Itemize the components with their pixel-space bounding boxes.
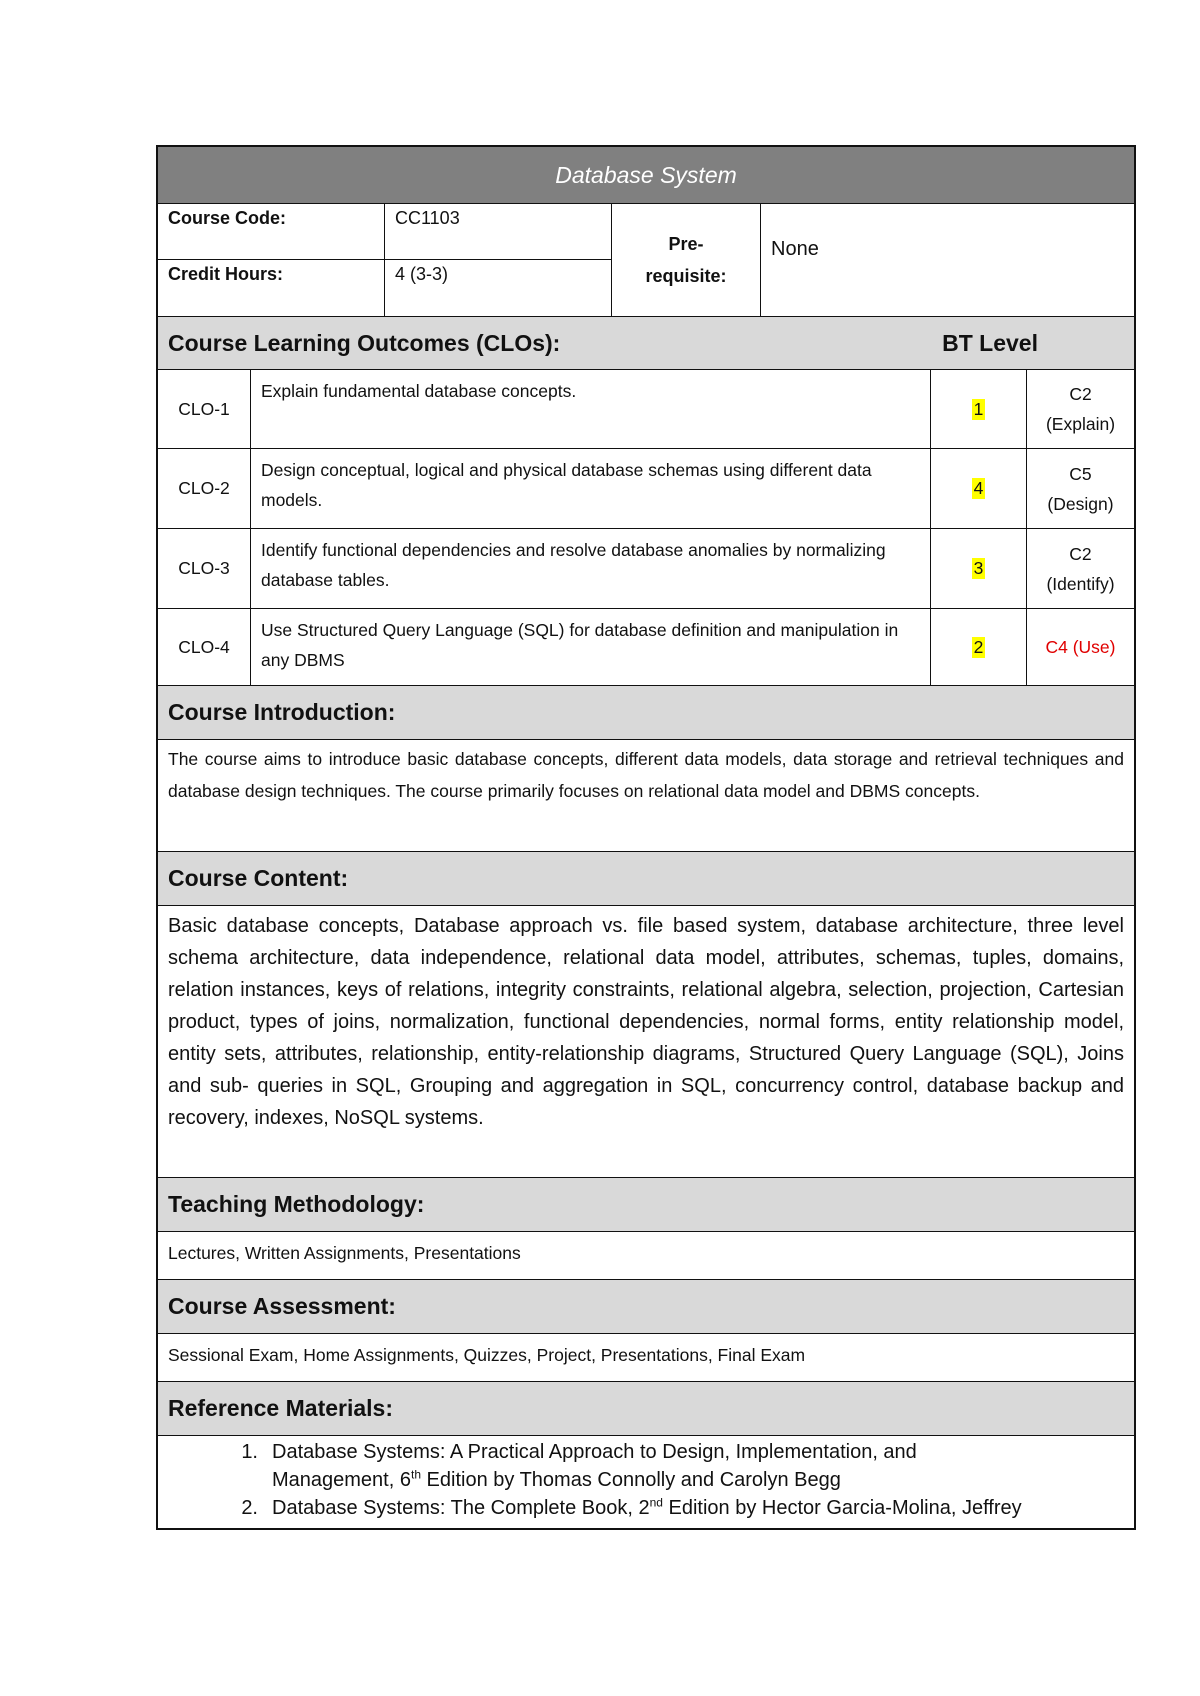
- prerequisite-value: None: [771, 238, 819, 260]
- clo-description: Identify functional dependencies and resolve database anomalies by normalizing database tables.: [251, 529, 931, 608]
- introduction-section-header: [158, 686, 1134, 740]
- course-outline-table: [156, 145, 1136, 1530]
- introduction-text: The course aims to introduce basic database concepts, different data models, data storage and retrieval techniques and database design techniques. The course primarily focuses on relational data model and DBMS concepts.: [158, 740, 1134, 852]
- clo-plo-number: 3: [931, 529, 1027, 608]
- clo-plo-number: 2: [931, 609, 1027, 685]
- bt-level-heading: BT Level: [942, 329, 1038, 356]
- introduction-heading: Course Introduction:: [168, 699, 396, 725]
- reference-item: 1. Database Systems: A Practical Approach to Design, Implementation, and Management, 6th Edition by Thomas Connolly and Carolyn Begg: [241, 1441, 917, 1491]
- prerequisite-label: [612, 204, 761, 316]
- assessment-heading: Course Assessment:: [168, 1293, 396, 1319]
- clo-id: CLO-1: [158, 370, 251, 448]
- methodology-text: Lectures, Written Assignments, Presentations: [158, 1232, 1134, 1280]
- clo-bt-level: C2 (Explain): [1045, 384, 1116, 434]
- methodology-section-header: [158, 1178, 1134, 1232]
- course-meta-row: [158, 204, 1134, 316]
- course-title: Database System: [158, 147, 1134, 204]
- clo-id: CLO-2: [158, 449, 251, 528]
- clo-bt-level: C5 (Design): [1047, 463, 1114, 514]
- clo-id: CLO-4: [158, 609, 251, 685]
- clo-section-header: [158, 316, 1134, 370]
- reference-item: 2. Database Systems: The Complete Book, 2nd Edition by Hector Garcia-Molina, Jeffrey: [241, 1495, 1022, 1519]
- clo-row: [158, 449, 1134, 529]
- clo-plo-number: 4: [931, 449, 1027, 528]
- clo-plo-number: 1: [931, 370, 1027, 448]
- clo-row: [158, 529, 1134, 609]
- content-section-header: [158, 852, 1134, 906]
- clo-description: Use Structured Query Language (SQL) for database definition and manipulation in any DBMS: [251, 609, 931, 685]
- clo-id: CLO-3: [158, 529, 251, 608]
- clo-heading: Course Learning Outcomes (CLOs):: [168, 329, 561, 356]
- methodology-heading: Teaching Methodology:: [168, 1191, 425, 1217]
- meta-values: [385, 204, 612, 316]
- content-heading: Course Content:: [168, 865, 349, 891]
- assessment-text: Sessional Exam, Home Assignments, Quizzes, Project, Presentations, Final Exam: [158, 1334, 1134, 1382]
- clo-bt-level: C2 (Identify): [1046, 543, 1115, 594]
- references-list: [158, 1436, 1134, 1528]
- credit-hours-label: Credit Hours:: [168, 264, 284, 284]
- clo-row: [158, 609, 1134, 686]
- clo-bt-level: C4 (Use): [1045, 637, 1116, 657]
- references-section-header: [158, 1382, 1134, 1436]
- clo-description: Explain fundamental database concepts.: [251, 370, 931, 448]
- clo-row: [158, 370, 1134, 449]
- prerequisite-label-line2: requisite:: [645, 266, 727, 286]
- clo-description: Design conceptual, logical and physical database schemas using different data models.: [251, 449, 931, 528]
- course-code-value: CC1103: [385, 204, 611, 260]
- course-code-label: Course Code:: [158, 204, 384, 260]
- prerequisite-label-line1: Pre-: [668, 234, 704, 254]
- assessment-section-header: [158, 1280, 1134, 1334]
- content-text: Basic database concepts, Database approach vs. file based system, database architecture, three level schema architecture, data independence, relational data model, attributes, schemas, tuples, domains, relation instances, keys of relations, integrity constraints, relational algebra, selection, projection, Cartesian product, types of joins, normalization, functional dependencies, normal forms, entity relationship model, entity sets, attributes, relationship, entity-relationship diagrams, Structured Query Language (SQL), Joins and sub- queries in SQL, Grouping and aggregation in SQL, concurrency control, database backup and recovery, indexes, NoSQL systems.: [158, 906, 1134, 1178]
- credit-hours-value: 4 (3-3): [395, 264, 449, 284]
- references-heading: Reference Materials:: [168, 1395, 393, 1421]
- meta-labels: [158, 204, 385, 316]
